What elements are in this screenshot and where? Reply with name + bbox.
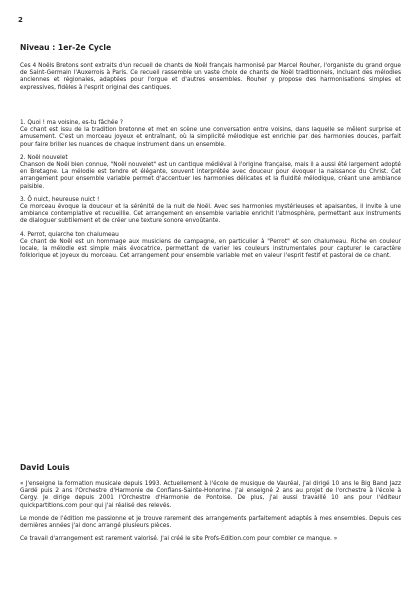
piece-item [20,232,401,261]
intro-paragraph: Ces 4 Noëls Bretons sont extraits d'un recueil de chants de Noël français harmonisé par Marcel Rouher, l'organiste du grand orgue de Saint-Germain l'Auxerrois à Paris. Ce recueil rassemble un vaste choix de chants de Noël traditionnels, incluant des mélodies anciennes et régionales, adaptées pour l'orgue et d'autres ensembles. Rouher y propose des harmonisations simples et expressives, fidèles à l'esprit original des cantiques. [20,63,401,91]
author-heading: David Louis [20,463,70,472]
piece-item [20,155,401,191]
author-bio [20,481,401,549]
piece-description: Chanson de Noël bien connue, "Noël nouvelet" est un cantique médiéval à l'origine française, mais il a aussi été largement adopté en Bretagne. La mélodie est tendre et élégante, souvent interprétée avec douceur pour évoquer la naissance du Christ. Cet arrangement pour ensemble variable permet d'accentuer les harmonies délicates et la fluidité mélodique, créant une ambiance paisible. [20,162,401,190]
piece-title: 2. Noël nouvelet [20,154,68,161]
page-number: 2 [18,16,23,24]
piece-description: Ce chant est issu de la tradition bretonne et met en scène une conversation entre voisins, dans laquelle se mêlent surprise et amusement. C'est un morceau joyeux et entraînant, où la simplicité mélodique est enrichie par des harmonies douces, parfait pour faire briller les nuances de chaque instrument dans un ensemble. [20,127,401,148]
piece-description: Ce morceau évoque la douceur et la sérénité de la nuit de Noël. Avec ses harmonies mystérieuses et apaisantes, il invite à une ambiance contemplative et recueillie. Cet arrangement en ensemble variable enrichit l'atmosphère, permettant aux instruments de dialoguer subtilement et de créer une texture sonore envoûtante. [20,204,401,225]
pieces-list [20,120,401,266]
piece-title: 3. Ô nuict, heureuse nuict ! [20,196,100,203]
piece-item [20,197,401,226]
bio-paragraph: Le monde de l'édition me passionne et je trouve rarement des arrangements parfaitement adaptés à mes ensembles. Depuis ces dernières années j'ai donc arrangé plusieurs pièces. [20,515,401,530]
piece-title: 4. Perrot, quiarche ton chalumeau [20,231,119,238]
piece-description: Ce chant de Noël est un hommage aux musiciens de campagne, en particulier à "Perrot" et son chalumeau. Riche en couleur locale, la mélodie est simple mais évocatrice, permettant de varier les couleurs instrumentales pour capturer le caractère folklorique et joyeux du morceau. Cet arrangement pour ensemble variable met en valeur l'esprit festif et pastoral de ce chant. [20,238,401,260]
intro-section [20,63,401,98]
bio-paragraph: « J'enseigne la formation musicale depuis 1993. Actuellement à l'école de musique de Vauréal, j'ai dirigé 10 ans le Big Band Jazz Gardé puis 2 ans l'Orchestre d'Harmonie de Conflans-Sainte-Honorine. J'ai enseigné 2 ans au projet de l'orchestre à l'école à Cergy. Je dirige depuis 2001 l'Orchestre d'Harmonie de Pontoise. De plus, j'ai aussi travaillé 10 ans pour l'éditeur quickpartitions.com pour qui j'ai réalisé des relevés. [20,481,401,509]
level-heading: Niveau : 1er-2e Cycle [20,43,112,52]
piece-item [20,120,401,149]
bio-paragraph: Ce travail d'arrangement est rarement valorisé. J'ai créé le site Profs-Edition.com pour combler ce manque. » [20,536,338,543]
piece-title: 1. Quoi ! ma voisine, es-tu fâchée ? [20,120,123,126]
